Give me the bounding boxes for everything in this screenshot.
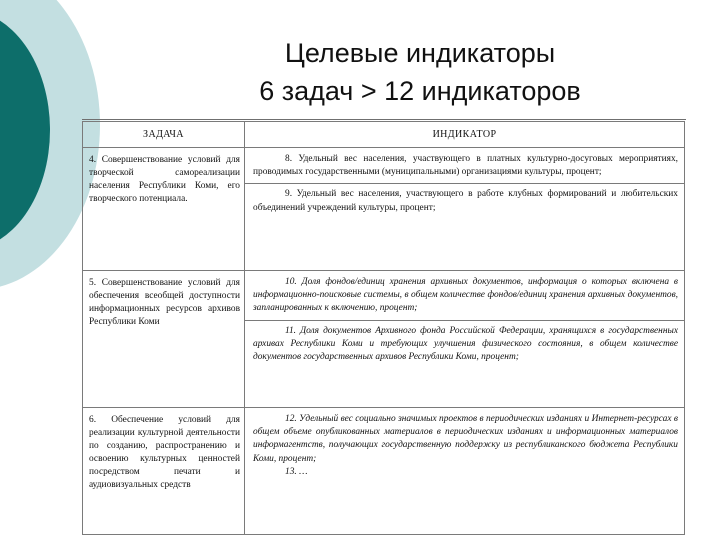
title-line-1: Целевые индикаторы [284, 38, 556, 68]
header-indicator: ИНДИКАТОР [245, 122, 685, 148]
task-cell: 4. Совершенствование условий для творческой самореализации населения Республики Коми, его творческого потенциала. [83, 148, 245, 271]
indicator-cell [245, 271, 685, 408]
table-row [83, 148, 685, 271]
title-divider [82, 119, 686, 120]
indicator-item: 11. Доля документов Архивного фонда Российской Федерации, хранящихся в государственных архивах Республики Коми и требующих улучшения физического состояния, в общем количестве документов государственных архивов Республики Коми, процент; [253, 325, 678, 363]
table-row [83, 271, 685, 408]
title-line-2: 6 задач > 12 индикаторов [259, 76, 581, 106]
task-cell: 6. Обеспечение условий для реализации культурной деятельности по созданию, распространению и освоению культурных ценностей посредством печати и аудиовизуальных средств [83, 408, 245, 535]
table-row [83, 408, 685, 535]
task-cell: 5. Совершенствование условий для обеспечения всеобщей доступности информационных ресурсов архивов Республики Коми [83, 271, 245, 408]
indicator-cell [245, 408, 685, 535]
slide-title [140, 34, 700, 110]
indicator-item: 12. Удельный вес социально значимых проектов в периодических изданиях и Интернет-ресурсах в общем объеме опубликованных материалов в периодических изданиях и информационных материалов информагентств, получающих государственную поддержку из республиканского бюджета Республики Коми, процент; [253, 414, 678, 464]
indicator-item: 9. Удельный вес населения, участвующего в работе клубных формирований и любительских объединений учреждений культуры, процент; [253, 189, 678, 213]
indicator-cell [245, 148, 685, 271]
indicator-item: 8. Удельный вес населения, участвующего в платных культурно-досуговых мероприятиях, проводимых государственными (муниципальными) организациями культуры, процент; [253, 154, 678, 178]
table-header-row [83, 122, 685, 148]
header-task: ЗАДАЧА [83, 122, 245, 148]
indicator-separator [245, 320, 684, 321]
indicator-item: 10. Доля фондов/единиц хранения архивных документов, информация о которых включена в информационно-поисковые системы, в общем количестве фондов/единиц хранения архивных документов, запланированных к включению, процент; [253, 277, 678, 314]
indicator-item: 13. … [285, 466, 308, 477]
indicator-separator [245, 183, 684, 184]
indicators-table [82, 121, 685, 535]
